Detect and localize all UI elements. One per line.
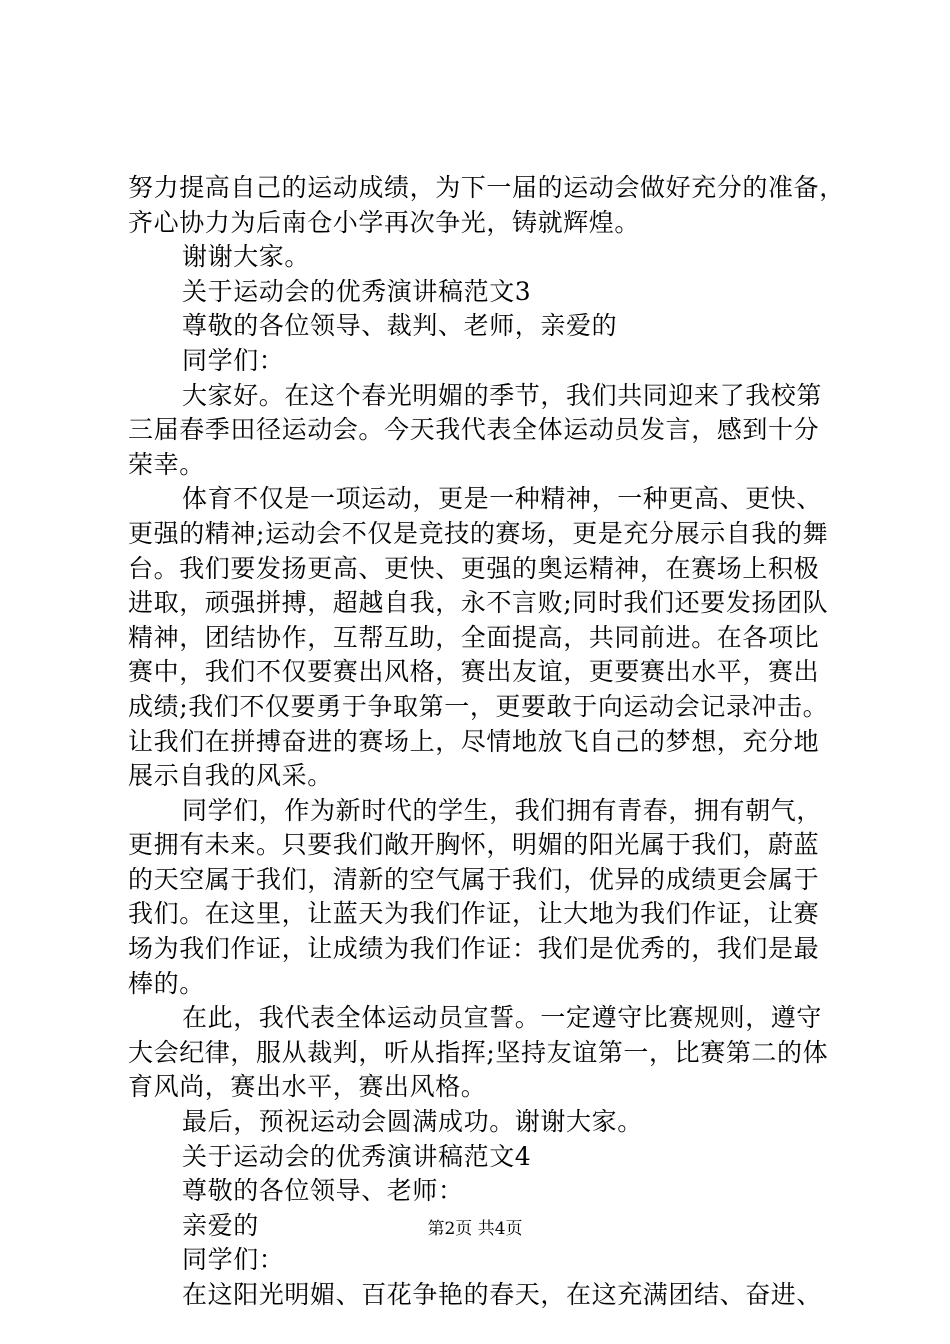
text-line: 台。我们要发扬更高、更快、更强的奥运精神，在赛场上积极 [128,553,820,583]
text-line: 三届春季田径运动会。今天我代表全体运动员发言，感到十分 [128,415,820,445]
text-line: 最后，预祝运动会圆满成功。谢谢大家。 [182,1107,643,1137]
text-line: 关于运动会的优秀演讲稿范文4 [182,1141,532,1171]
text-line: 更强的精神;运动会不仅是竞技的赛场，更是充分展示自我的舞 [128,518,829,548]
text-line: 成绩;我们不仅要勇于争取第一，更要敢于向运动会记录冲击。 [128,691,829,721]
text-line: 更拥有未来。只要我们敞开胸怀，明媚的阳光属于我们，蔚蓝 [128,830,820,860]
text-line: 亲爱的 [182,1210,259,1240]
text-line: 场为我们作证，让成绩为我们作证：我们是优秀的，我们是最 [128,934,820,964]
text-line: 谢谢大家。 [182,242,311,272]
text-line: 同学们，作为新时代的学生，我们拥有青春，拥有朝气， [182,795,823,825]
text-line: 赛中，我们不仅要赛出风格，赛出友谊，更要赛出水平，赛出 [128,657,820,687]
text-line: 在这阳光明媚、百花争艳的春天，在这充满团结、奋进、 [182,1280,823,1309]
text-line: 大家好。在这个春光明媚的季节，我们共同迎来了我校第 [182,380,823,410]
text-line: 尊敬的各位领导、老师： [182,1176,464,1206]
text-line: 我们。在这里，让蓝天为我们作证，让大地为我们作证，让赛 [128,899,820,929]
document-body [128,171,848,1313]
page-footer: 第2页 共4页 [427,1219,523,1239]
text-line: 大会纪律，服从裁判，听从指挥;坚持友谊第一，比赛第二的体 [128,1037,829,1067]
text-line: 展示自我的风采。 [128,761,333,791]
text-line: 关于运动会的优秀演讲稿范文3 [182,276,532,306]
text-line: 的天空属于我们，清新的空气属于我们，优异的成绩更会属于 [128,864,820,894]
text-line: 齐心协力为后南仓小学再次争光，铸就辉煌。 [128,207,641,237]
text-line: 努力提高自己的运动成绩，为下一届的运动会做好充分的准备， [128,173,845,202]
text-line: 在此，我代表全体运动员宣誓。一定遵守比赛规则，遵守 [182,1003,823,1033]
text-line: 同学们： [182,1245,285,1275]
text-line: 尊敬的各位领导、裁判、老师，亲爱的 [182,311,618,341]
text-line: 精神，团结协作，互帮互助，全面提高，共同前进。在各项比 [128,622,820,652]
text-line: 棒的。 [128,968,205,998]
text-line: 进取，顽强拼搏，超越自我，永不言败;同时我们还要发扬团队 [128,588,829,618]
text-line: 让我们在拼搏奋进的赛场上，尽情地放飞自己的梦想，充分地 [128,726,820,756]
text-line: 荣幸。 [128,449,205,479]
text-line: 体育不仅是一项运动，更是一种精神，一种更高、更快、 [182,484,823,514]
text-line: 同学们： [182,345,285,375]
text-line: 育风尚，赛出水平，赛出风格。 [128,1072,487,1102]
